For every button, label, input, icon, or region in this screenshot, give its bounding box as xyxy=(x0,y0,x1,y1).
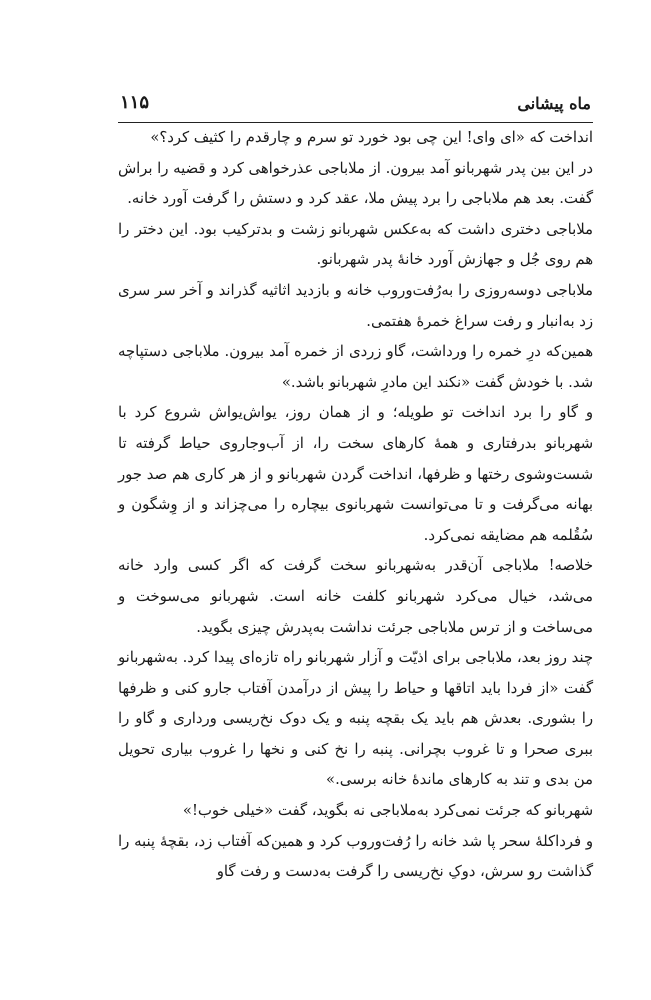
paragraph: چند روز بعد، ملاباجی برای اذیّت و آزار شهربانو راه تازه‌ای پیدا کرد. به‌شهربانو گفت «از فردا باید اتاقها و حیاط را پیش از درآمدن آفتاب جارو کنی و ظرفها را بشوری. بعدش هم باید یک بقچه پنبه و یک دوک نخ‌ریسی ورداری و گاو را ببری صحرا و تا غروب بچرانی. پنبه را نخ کنی و نخها را غروب بیاری تحویل من بدی و تند به کارهای ماندهٔ خانه برسی.» xyxy=(118,649,593,789)
paragraph: شهربانو که جرئت نمی‌کرد به‌ملاباجی نه بگوید، گفت «خیلی خوب!» xyxy=(182,802,593,820)
body-text xyxy=(118,123,593,888)
running-title: ماه پیشانی xyxy=(517,94,591,113)
paragraph: ملاباجی دوسه‌روزی را به‌رُفت‌وروب خانه و بازدید اثاثیه گذراند و آخر سر سری زد به‌انبار و رفت سراغ خمرهٔ هفتمی. xyxy=(118,281,593,330)
page-number: ۱۱۵ xyxy=(120,92,150,113)
paragraph: خلاصه! ملاباجی آن‌قدر به‌شهربانو سخت گرفت که اگر کسی وارد خانه می‌شد، خیال می‌کرد شهربانو کلفت خانه است. شهربانو می‌سوخت و می‌ساخت و از ترس ملاباجی جرئت نداشت به‌پدرش چیزی بگوید. xyxy=(118,557,593,636)
page-header xyxy=(118,92,593,123)
paragraph: همین‌که درِ خمره را ورداشت، گاو زردی از خمره آمد بیرون. ملاباجی دستپاچه شد. با خودش گفت «نکند این مادرِ شهربانو باشد.» xyxy=(118,343,593,391)
paragraph: و فرداکلهٔ سحر پا شد خانه را رُفت‌وروب کرد و همین‌که آفتاب زد، بقچهٔ پنبه را گذاشت رو سرش، دوکِ نخ‌ریسی را گرفت به‌دست و رفت گاو xyxy=(118,832,593,881)
paragraph: ملاباجی دختری داشت که به‌عکس شهربانو زشت و بدترکیب بود. این دختر را هم روی جُل و جهازش آورد خانهٔ پدر شهربانو. xyxy=(118,220,593,269)
paragraph: انداخت که «ای وای! این چی بود خورد تو سرم و چارقدم را کثیف کرد؟» xyxy=(150,129,593,146)
paragraph: و گاو را برد انداخت تو طویله؛ و از همان روز، یواش‌یواش شروع کرد با شهربانو بدرفتاری و همهٔ کارهای سخت را، از آب‌وجاروی حیاط گرفته تا شست‌وشوی رختها و ظرفها، انداخت گردن شهربانو و از هر کاری هم صد جور بهانه می‌گرفت و تا می‌توانست شهربانوی بیچاره را می‌چزاند و از وِشگون و سُقُلمه هم مضایقه نمی‌کرد. xyxy=(118,404,593,544)
paragraph: در این بین پدر شهربانو آمد بیرون. از ملاباجی عذرخواهی کرد و قضیه را براش گفت. بعد هم ملاباجی را برد پیش ملا، عقد کرد و دستش را گرفت آورد خانه. xyxy=(118,159,593,208)
